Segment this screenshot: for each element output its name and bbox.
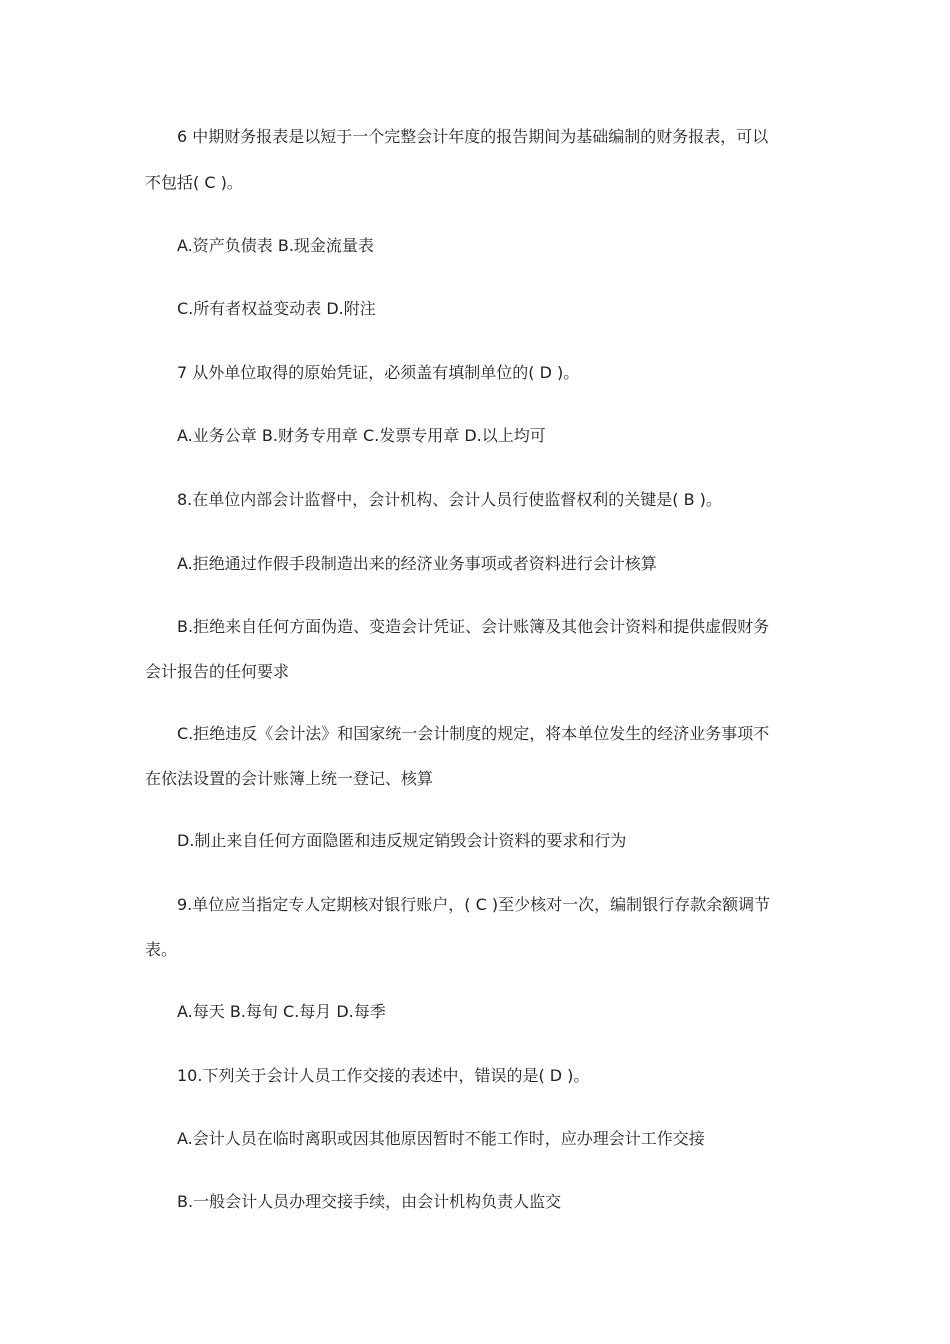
question-6-stem-continued: 不包括( C )。 — [145, 173, 243, 192]
question-8-option-c: C.拒绝违反《会计法》和国家统一会计制度的规定，将本单位发生的经济业务事项不 — [177, 724, 770, 743]
question-9-stem-continued: 表。 — [145, 940, 178, 959]
question-10-option-a: A.会计人员在临时离职或因其他原因暂时不能工作时，应办理会计工作交接 — [177, 1129, 705, 1148]
question-8-stem: 8.在单位内部会计监督中，会计机构、会计人员行使监督权利的关键是( B )。 — [177, 490, 722, 509]
question-8-option-a: A.拒绝通过作假手段制造出来的经济业务事项或者资料进行会计核算 — [177, 554, 657, 573]
question-8-option-c-continued: 在依法设置的会计账簿上统一登记、核算 — [145, 769, 434, 788]
question-8-option-b: B.拒绝来自任何方面伪造、变造会计凭证、会计账簿及其他会计资料和提供虚假财务 — [177, 617, 770, 636]
question-10-option-b: B.一般会计人员办理交接手续，由会计机构负责人监交 — [177, 1192, 562, 1211]
question-9-options: A.每天 B.每旬 C.每月 D.每季 — [177, 1002, 386, 1021]
question-6-options-ab: A.资产负债表 B.现金流量表 — [177, 236, 374, 255]
question-8-option-d: D.制止来自任何方面隐匿和违反规定销毁会计资料的要求和行为 — [177, 831, 627, 850]
question-9-stem: 9.单位应当指定专人定期核对银行账户，( C )至少核对一次，编制银行存款余额调节 — [177, 895, 771, 914]
question-10-stem: 10.下列关于会计人员工作交接的表述中，错误的是( D )。 — [177, 1066, 590, 1085]
question-6-options-cd: C.所有者权益变动表 D.附注 — [177, 299, 376, 318]
question-7-stem: 7 从外单位取得的原始凭证，必须盖有填制单位的( D )。 — [177, 363, 580, 382]
question-7-options: A.业务公章 B.财务专用章 C.发票专用章 D.以上均可 — [177, 426, 546, 445]
question-8-option-b-continued: 会计报告的任何要求 — [145, 662, 290, 681]
question-6-stem: 6 中期财务报表是以短于一个完整会计年度的报告期间为基础编制的财务报表，可以 — [177, 127, 769, 146]
